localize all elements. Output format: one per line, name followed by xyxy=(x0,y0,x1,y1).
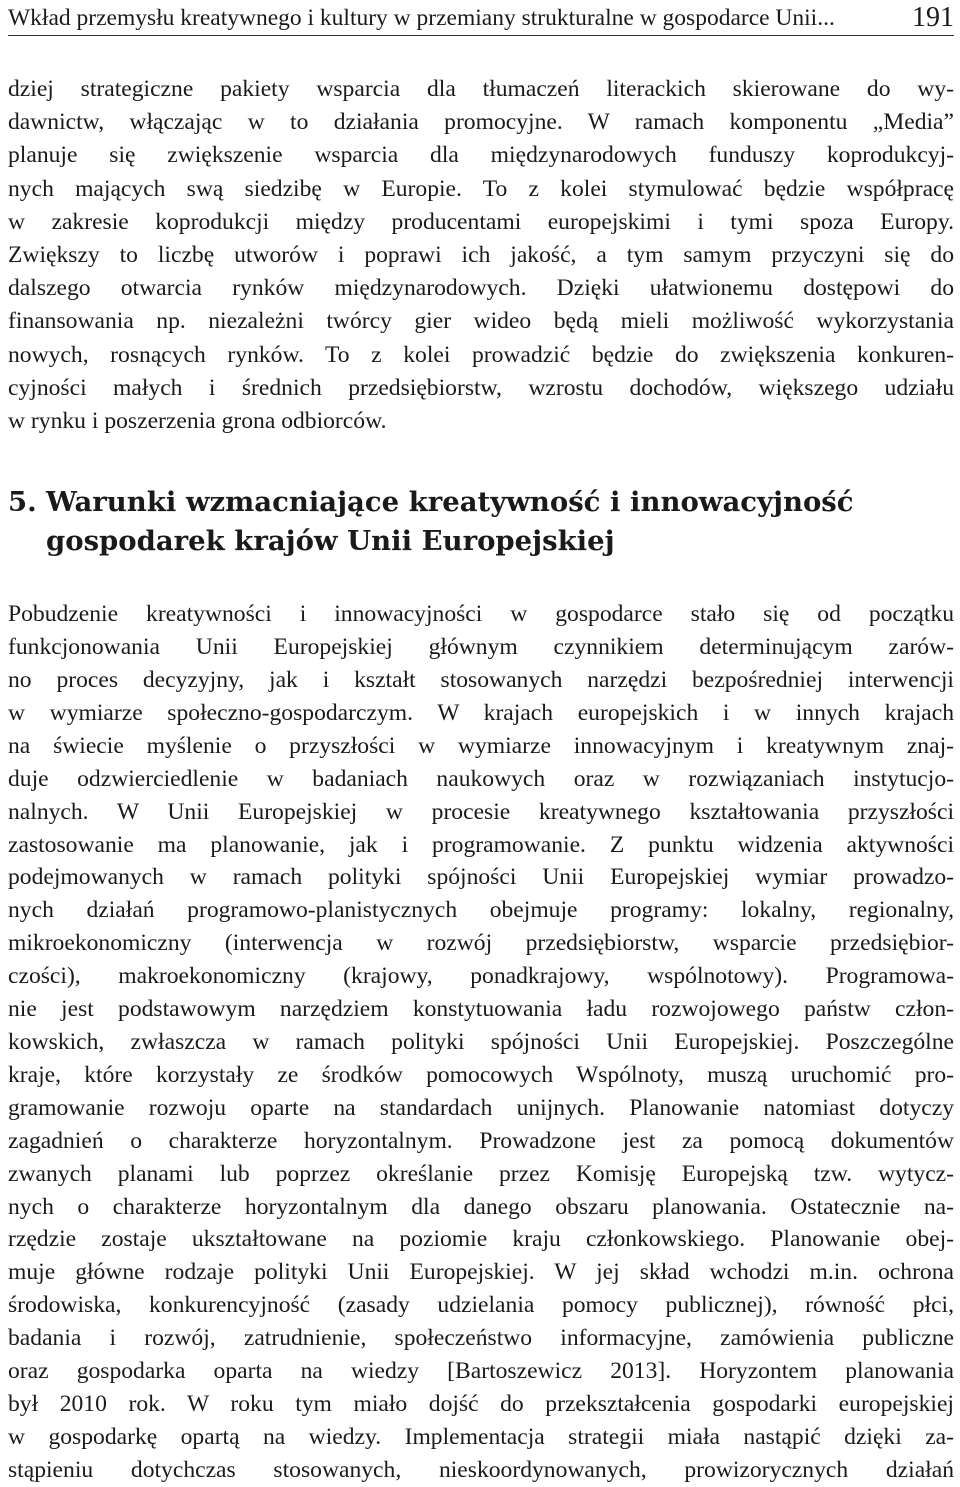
paragraph-line: nych o charakterze horyzontalnym dla danego obszaru planowania. Ostatecznie na- xyxy=(8,1193,954,1220)
paragraph-line: w rynku i poszerzenia grona odbiorców. xyxy=(8,408,387,435)
page-number: 191 xyxy=(912,2,954,33)
paragraph-line: kraje, które korzystały ze środków pomocowych Wspólnoty, muszą uruchomić pro- xyxy=(8,1061,954,1088)
paragraph-line: mikroekonomiczny (interwencja w rozwój przedsiębiorstw, wsparcie przedsiębior- xyxy=(8,930,954,957)
section-heading xyxy=(8,483,954,561)
paragraph-line: był 2010 rok. W roku tym miało dojść do przekształcenia gospodarki europejskiej xyxy=(8,1390,954,1417)
paragraph-line: duje odzwierciedlenie w badaniach naukowych oraz w rozwiązaniach instytucjo- xyxy=(8,765,954,792)
paragraph-line: gramowanie rozwoju oparte na standardach unijnych. Planowanie natomiast dotyczy xyxy=(8,1094,954,1121)
paragraph-line: oraz gospodarka oparta na wiedzy [Bartoszewicz 2013]. Horyzontem planowania xyxy=(8,1358,954,1385)
paragraph-line: badania i rozwój, zatrudnienie, społeczeństwo informacyjne, zamówienia publiczne xyxy=(8,1325,954,1352)
section-title-line: gospodarek krajów Unii Europejskiej xyxy=(46,525,615,558)
paragraph-line: no proces decyzyjny, jak i kształt stosowanych narzędzi bezpośredniej interwencji xyxy=(8,667,954,694)
paragraph-line: dalszego otwarcia rynków międzynarodowych. Dzięki ułatwionemu dostępowi do xyxy=(8,275,954,302)
section-title xyxy=(46,483,954,561)
paragraph-line: zagadnień o charakterze horyzontalnym. Prowadzone jest za pomocą dokumentów xyxy=(8,1127,954,1154)
paragraph-line: nowych, rosnących rynków. To z kolei prowadzić będzie do zwiększenia konkuren- xyxy=(8,341,954,368)
paragraph-line: rzędzie zostaje ukształtowane na poziomie kraju członkowskiego. Planowanie obej- xyxy=(8,1226,954,1253)
paragraph-line: w gospodarkę opartą na wiedzy. Implementacja strategii miała nastąpić dzięki za- xyxy=(8,1423,954,1450)
section-number: 5. xyxy=(8,486,37,519)
paragraph-line: w zakresie koprodukcji między producentami europejskimi i tymi spoza Europy. xyxy=(8,208,954,235)
paragraph-line: cyjności małych i średnich przedsiębiorstw, wzrostu dochodów, większego udziału xyxy=(8,374,954,401)
paragraph-line: zwanych planami lub poprzez określanie przez Komisję Europejską tzw. wytycz- xyxy=(8,1160,954,1187)
paragraph-line: środowiska, konkurencyjność (zasady udzielania pomocy publicznej), równość płci, xyxy=(8,1292,954,1319)
paragraph-line: funkcjonowania Unii Europejskiej głównym czynnikiem determinującym zarów- xyxy=(8,634,954,661)
running-title: Wkład przemysłu kreatywnego i kultury w przemiany strukturalne w gospodarce Unii... xyxy=(8,5,835,31)
paragraph-line: nych działań programowo-planistycznych obejmuje programy: lokalny, regionalny, xyxy=(8,897,954,924)
paragraph-line: finansowania np. niezależni twórcy gier wideo będą mieli możliwość wykorzystania xyxy=(8,308,954,335)
body-paragraph-1 xyxy=(8,73,954,438)
paragraph-line: Zwiększy to liczbę utworów i poprawi ich jakość, a tym samym przyczyni się do xyxy=(8,242,954,269)
paragraph-line: zastosowanie ma planowanie, jak i programowanie. Z punktu widzenia aktywności xyxy=(8,831,954,858)
section-title-line: Warunki wzmacniające kreatywność i innowacyjność xyxy=(46,486,854,519)
paragraph-line: w wymiarze społeczno-gospodarczym. W krajach europejskich i w innych krajach xyxy=(8,699,954,726)
paragraph-line: nalnych. W Unii Europejskiej w procesie kreatywnego kształtowania przyszłości xyxy=(8,798,954,825)
paragraph-line: podejmowanych w ramach polityki spójności Unii Europejskiej wymiar prowadzo- xyxy=(8,864,954,891)
paragraph-line: stąpieniu dotychczas stosowanych, nieskoordynowanych, prowizorycznych działań xyxy=(8,1456,954,1483)
paragraph-line: dziej strategiczne pakiety wsparcia dla tłumaczeń literackich skierowane do wy- xyxy=(8,76,954,102)
body-paragraph-2 xyxy=(8,598,954,1486)
paragraph-line: Pobudzenie kreatywności i innowacyjności w gospodarce stało się od początku xyxy=(8,601,954,628)
paragraph-line: kowskich, zwłaszcza w ramach polityki spójności Unii Europejskiej. Poszczególne xyxy=(8,1029,954,1056)
paragraph-line: dawnictw, włączając w to działania promocyjne. W ramach komponentu „Media” xyxy=(8,109,954,136)
paragraph-line: muje główne rodzaje polityki Unii Europejskiej. W jej skład wchodzi m.in. ochrona xyxy=(8,1259,954,1286)
running-header xyxy=(8,2,954,36)
paragraph-line: czości), makroekonomiczny (krajowy, ponadkrajowy, wspólnotowy). Programowa- xyxy=(8,963,954,990)
paragraph-line: nie jest podstawowym narzędziem konstytuowania ładu rozwojowego państw człon- xyxy=(8,996,954,1023)
paragraph-line: na świecie myślenie o przyszłości w wymiarze innowacyjnym i kreatywnym znaj- xyxy=(8,732,954,759)
paragraph-line: nych mających swą siedzibę w Europie. To z kolei stymulować będzie współpracę xyxy=(8,175,954,202)
paragraph-line: planuje się zwiększenie wsparcia dla międzynarodowych funduszy koprodukcyj- xyxy=(8,142,954,169)
document-page xyxy=(8,0,954,1487)
